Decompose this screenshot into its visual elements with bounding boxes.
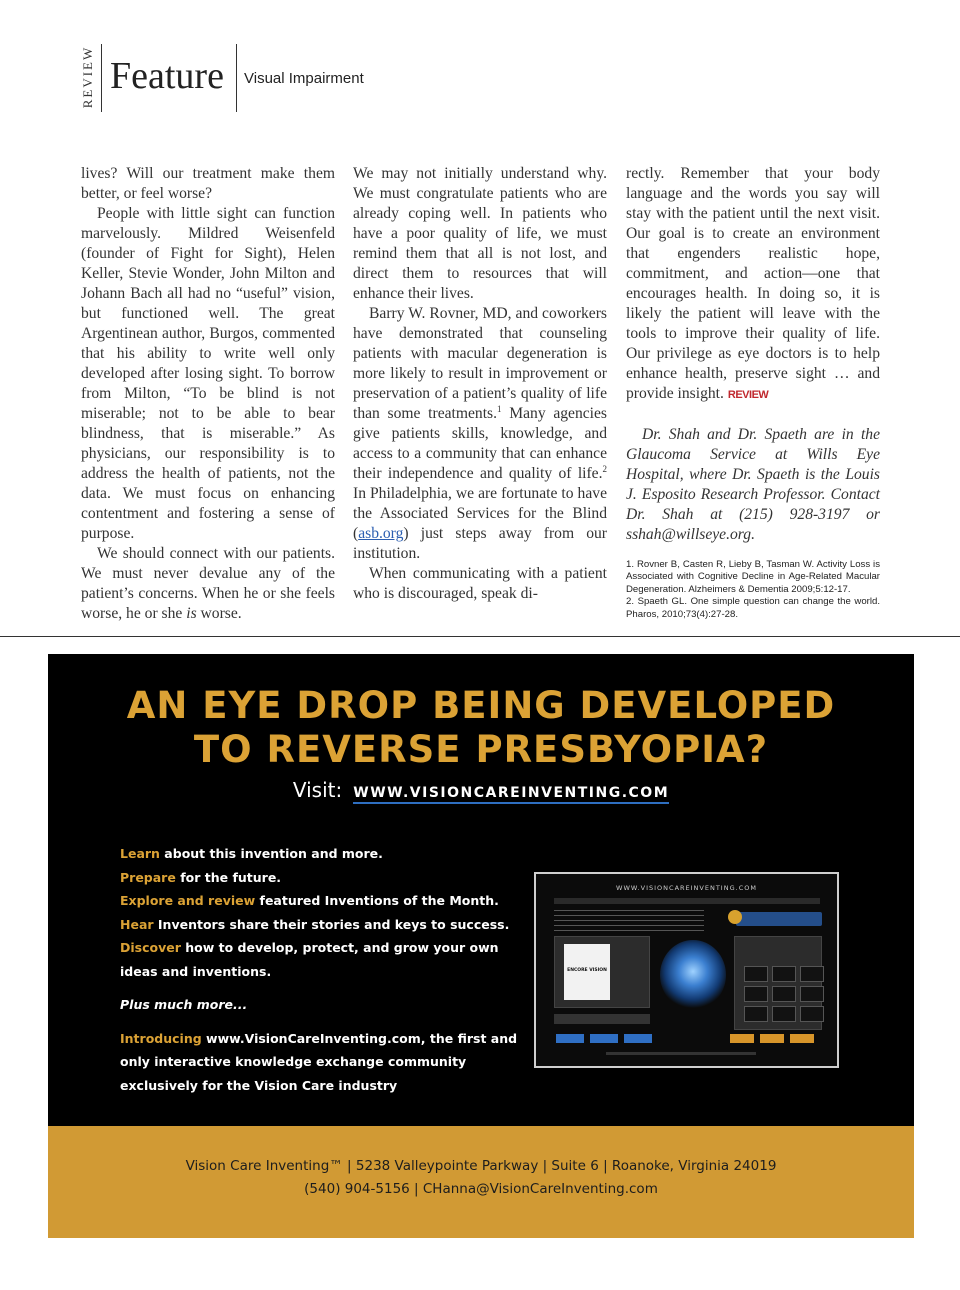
ad-intro-text: Introducing www.VisionCareInventing.com, the first and only interactive knowledge exchange community exclusively for the Vision Care industry (120, 1030, 518, 1093)
page-divider (0, 636, 960, 637)
screenshot-review-bar (554, 1014, 650, 1024)
screenshot-cell (744, 1006, 768, 1022)
screenshot-url: WWW.VISIONCAREINVENTING.COM (616, 884, 757, 892)
screenshot-cell (800, 1006, 824, 1022)
paragraph: lives? Will our treatment make them better, or feel worse? (81, 165, 335, 202)
screenshot-cell (772, 1006, 796, 1022)
asb-link[interactable]: asb.org (358, 525, 404, 542)
paragraph: We may not initially understand why. We must congratulate patients who are already coping well. In patients who have a poor quality of life, we must remind them that all is not lost, and direct them to resources that will enhance their lives. (353, 165, 607, 302)
reference-item: 1. Rovner B, Casten R, Lieby B, Tasman W. Activity Loss is Associated with Cognitive Decline in Age-Related Macular Degeneration. Alzheimers & Dementia 2009;5:12-17. (626, 559, 880, 595)
screenshot-blue-button (556, 1034, 584, 1043)
references (626, 559, 880, 621)
reference-item: 2. Spaeth GL. One simple question can change the world. Pharos, 2010;73(4):27-28. (626, 596, 880, 620)
paragraph: People with little sight can function marvelously. Mildred Weisenfeld (founder of Fight for Sight), Helen Keller, Stevie Wonder, John Milton and Johann Bach all had no “useful” vision, but functioned well. The great Argentinean author, Burgos, commented that his ability to write well only developed after losing sight. To borrow from Milton, “To be blind is not miserable; not to be able to bear blindness, that is miserable.” As physicians, our responsibility is to address the health of patients, not the data. We must focus on enhancing contentment and fostering a sense of purpose. (81, 205, 335, 542)
screenshot-nav-bar (554, 898, 820, 904)
list-item: Hear Inventors share their stories and keys to success. (120, 916, 510, 932)
header-divider (236, 44, 237, 112)
podcast-icon (728, 910, 742, 924)
website-screenshot (534, 872, 839, 1068)
screenshot-cell (800, 986, 824, 1002)
list-item: Explore and review featured Inventions of the Month. (120, 893, 499, 908)
ad-visit-line (48, 778, 914, 802)
citation-1[interactable]: 1 (497, 403, 502, 414)
screenshot-cell (772, 966, 796, 982)
ad-address: Vision Care Inventing™ | 5238 Valleypointe Parkway | Suite 6 | Roanoke, Virginia 24019 (185, 1158, 777, 1174)
ad-headline: TO REVERSE PRESBYOPIA? (193, 728, 769, 771)
screenshot-cell (744, 986, 768, 1002)
review-vertical-label: REVIEW (80, 45, 95, 109)
list-item: Discover how to develop, protect, and grow your own ideas and inventions. (120, 940, 499, 979)
feature-title: Feature (110, 55, 224, 97)
brain-graphic-icon (660, 940, 726, 1010)
review-end-mark: REVIEW (727, 389, 769, 401)
screenshot-orange-button (760, 1034, 784, 1043)
section-tag: Visual Impairment (244, 70, 364, 87)
advertisement[interactable] (48, 654, 914, 1238)
screenshot-orange-button (730, 1034, 754, 1043)
screenshot-footer (606, 1052, 756, 1055)
citation-2[interactable]: 2 (602, 463, 607, 474)
screenshot-podcast-bar (736, 912, 822, 926)
screenshot-blue-button (624, 1034, 652, 1043)
list-item: Prepare for the future. (120, 869, 282, 885)
article-column-2 (353, 164, 607, 604)
screenshot-cell (744, 966, 768, 982)
screenshot-cell (800, 966, 824, 982)
ad-more-text: Plus much more... (120, 997, 248, 1012)
article-column-3 (626, 164, 880, 621)
list-item: Learn about this invention and more. (120, 846, 383, 861)
paragraph: Barry W. Rovner, MD, and coworkers have demonstrated that counseling patients with macular degeneration is more likely to result in improvement or preservation of a patient’s quality of life than some treatments.$^1$ Many agencies give patients skills, knowledge, and access to a community that can enhance their independence and quality of life.$^2$ In Philadelphia, we are fortunate to have the Associated Services for the Blind (asb.org) just steps away from our institution. (353, 305, 607, 562)
screenshot-blue-button (590, 1034, 618, 1043)
header-divider (101, 44, 102, 112)
paragraph: rectly. Remember that your body language and the words you say will stay with the patient until the next visit. Our goal is to create an environment that engenders realistic hope, commitment, and action—one that encourages health. In doing so, it is likely the patient will leave with the tools to improve their quality of life. Our privilege as eye doctors is to help enhance health, preserve sight … and provide insight. REVIEW (626, 165, 880, 402)
paragraph: When communicating with a patient who is discouraged, speak di- (353, 565, 607, 602)
ad-bullet-list (120, 842, 540, 1097)
screenshot-document-thumb: ENCORE VISION (564, 944, 610, 1000)
visit-url-link[interactable]: WWW.VISIONCAREINVENTING.COM (353, 785, 669, 804)
ad-headline: AN EYE DROP BEING DEVELOPED (126, 684, 836, 727)
paragraph: We should connect with our patients. We must never devalue any of the patient’s concerns. When he or she feels worse, he or she is worse. (81, 545, 335, 622)
screenshot-cell (772, 986, 796, 1002)
article-column-1 (81, 164, 335, 624)
screenshot-orange-button (790, 1034, 814, 1043)
screenshot-text-block (554, 910, 704, 932)
ad-contact-band (48, 1126, 914, 1238)
author-bio: Dr. Shah and Dr. Spaeth are in the Glaucoma Service at Wills Eye Hospital, where Dr. Spaeth is the Louis J. Esposito Research Professor. Contact Dr. Shah at (215) 928-3197 or sshah@willseye.org. (626, 426, 880, 543)
emphasis: is (186, 605, 197, 622)
visit-label: Visit: (292, 778, 343, 802)
ad-contact[interactable]: (540) 904-5156 | CHanna@VisionCareInventing.com (304, 1181, 658, 1197)
